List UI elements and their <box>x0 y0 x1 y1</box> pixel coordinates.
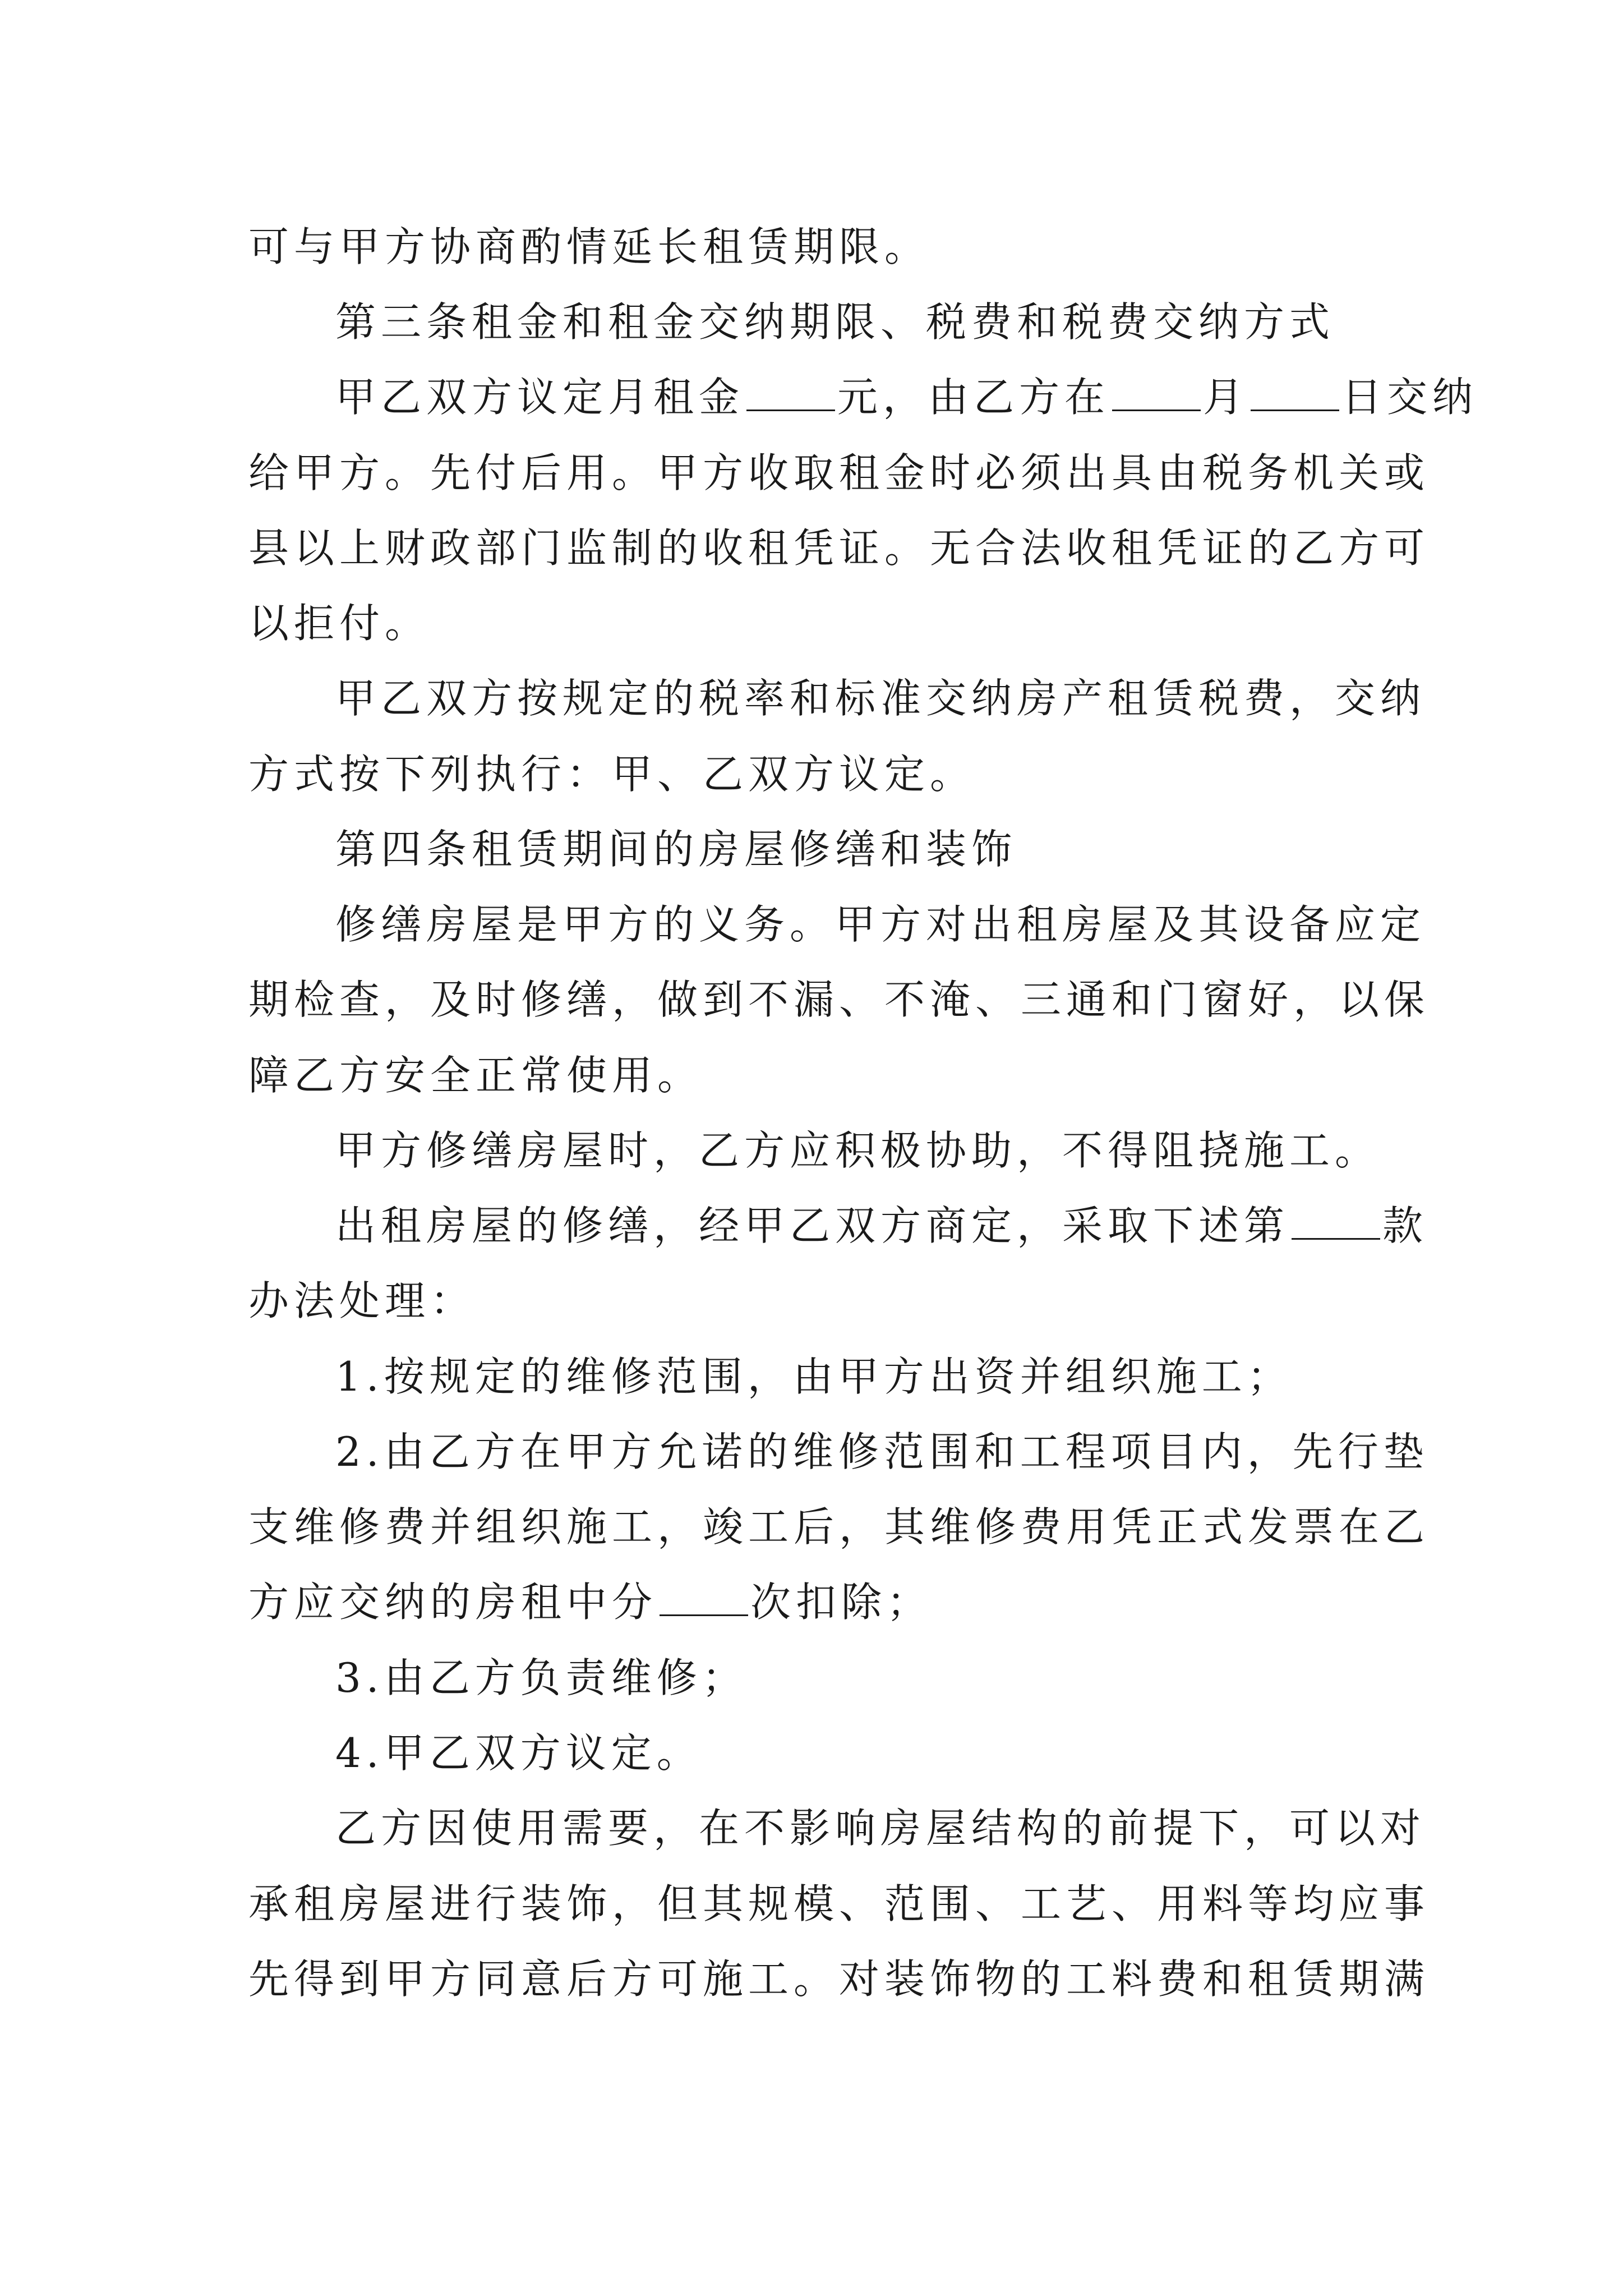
text-line <box>248 1036 703 1115</box>
line-text: 期检查，及时修缮，做到不漏、不淹、三通和门窗好，以保 <box>248 976 1430 1023</box>
text-line <box>248 960 1430 1039</box>
text-line <box>335 1186 1428 1265</box>
line-text: 给甲方。先付后用。甲方收取租金时必须出具由税务机关或 <box>248 449 1430 496</box>
line-text: 办法处理： <box>248 1277 476 1324</box>
text-line <box>248 584 430 662</box>
text-line <box>248 735 975 813</box>
text-line <box>248 1488 1430 1566</box>
list-item <box>335 1714 702 1792</box>
text-line <box>248 509 1430 587</box>
line-text: 3.由乙方负责维修； <box>335 1654 748 1701</box>
text-line <box>248 434 1430 512</box>
section-heading <box>335 810 1017 889</box>
line-text: 乙方因使用需要，在不影响房屋结构的前提下，可以对 <box>335 1805 1426 1852</box>
text-line <box>335 1111 1380 1190</box>
line-text: 障乙方安全正常使用。 <box>248 1052 703 1099</box>
list-item <box>335 1412 1429 1491</box>
line-text: 第四条租赁期间的房屋修缮和装饰 <box>335 826 1017 873</box>
fill-in-blank <box>1292 1205 1380 1240</box>
line-text: 可与甲方协商酌情延长租赁期限。 <box>248 223 930 270</box>
text-line <box>335 358 1478 436</box>
text-line <box>248 1940 1430 2018</box>
fill-in-blank <box>746 377 835 411</box>
line-text: 先得到甲方同意后方可施工。对装饰物的工料费和租赁期满 <box>248 1955 1430 2003</box>
fill-in-blank <box>1112 377 1201 411</box>
line-text: 承租房屋进行装饰，但其规模、范围、工艺、用料等均应事 <box>248 1880 1430 1927</box>
line-text: 2.由乙方在甲方允诺的维修范围和工程项目内，先行垫 <box>335 1428 1429 1475</box>
line-text: 1.按规定的维修范围，由甲方出资并组织施工； <box>335 1353 1293 1400</box>
line-text: 第三条租金和租金交纳期限、税费和税费交纳方式 <box>335 298 1335 346</box>
line-text: 甲乙双方按规定的税率和标准交纳房产租赁税费，交纳 <box>335 675 1426 722</box>
line-text: 县以上财政部门监制的收租凭证。无合法收租凭证的乙方可 <box>248 524 1430 572</box>
text-line <box>248 1563 932 1641</box>
text-line <box>335 1789 1426 1867</box>
fill-in-blank <box>660 1582 748 1616</box>
line-text: 甲方修缮房屋时，乙方应积极协助，不得阻挠施工。 <box>335 1127 1381 1174</box>
line-text: 款 <box>1382 1202 1428 1249</box>
line-text: 以拒付。 <box>248 600 431 647</box>
line-text: 方应交纳的房租中分 <box>248 1579 658 1626</box>
line-text: 元，由乙方在 <box>837 374 1110 421</box>
text-line <box>248 1262 476 1340</box>
line-text: 出租房屋的修缮，经甲乙双方商定，采取下述第 <box>335 1202 1290 1249</box>
text-line <box>248 208 930 286</box>
list-item <box>335 1337 1293 1416</box>
text-line <box>335 885 1426 964</box>
list-item <box>335 1639 748 1717</box>
line-text: 次扣除； <box>750 1579 933 1626</box>
line-text: 修缮房屋是甲方的义务。甲方对出租房屋及其设备应定 <box>335 901 1426 948</box>
fill-in-blank <box>1251 377 1339 411</box>
line-text: 日交纳 <box>1341 374 1478 421</box>
line-text: 甲乙双方议定月租金 <box>335 374 745 421</box>
line-text: 支维修费并组织施工，竣工后，其维修费用凭正式发票在乙 <box>248 1503 1430 1550</box>
text-line <box>335 659 1426 738</box>
line-text: 4.甲乙双方议定。 <box>335 1729 702 1777</box>
section-heading <box>335 283 1335 361</box>
line-text: 方式按下列执行：甲、乙双方议定。 <box>248 751 976 798</box>
text-line <box>248 1865 1430 1943</box>
line-text: 月 <box>1203 374 1249 421</box>
